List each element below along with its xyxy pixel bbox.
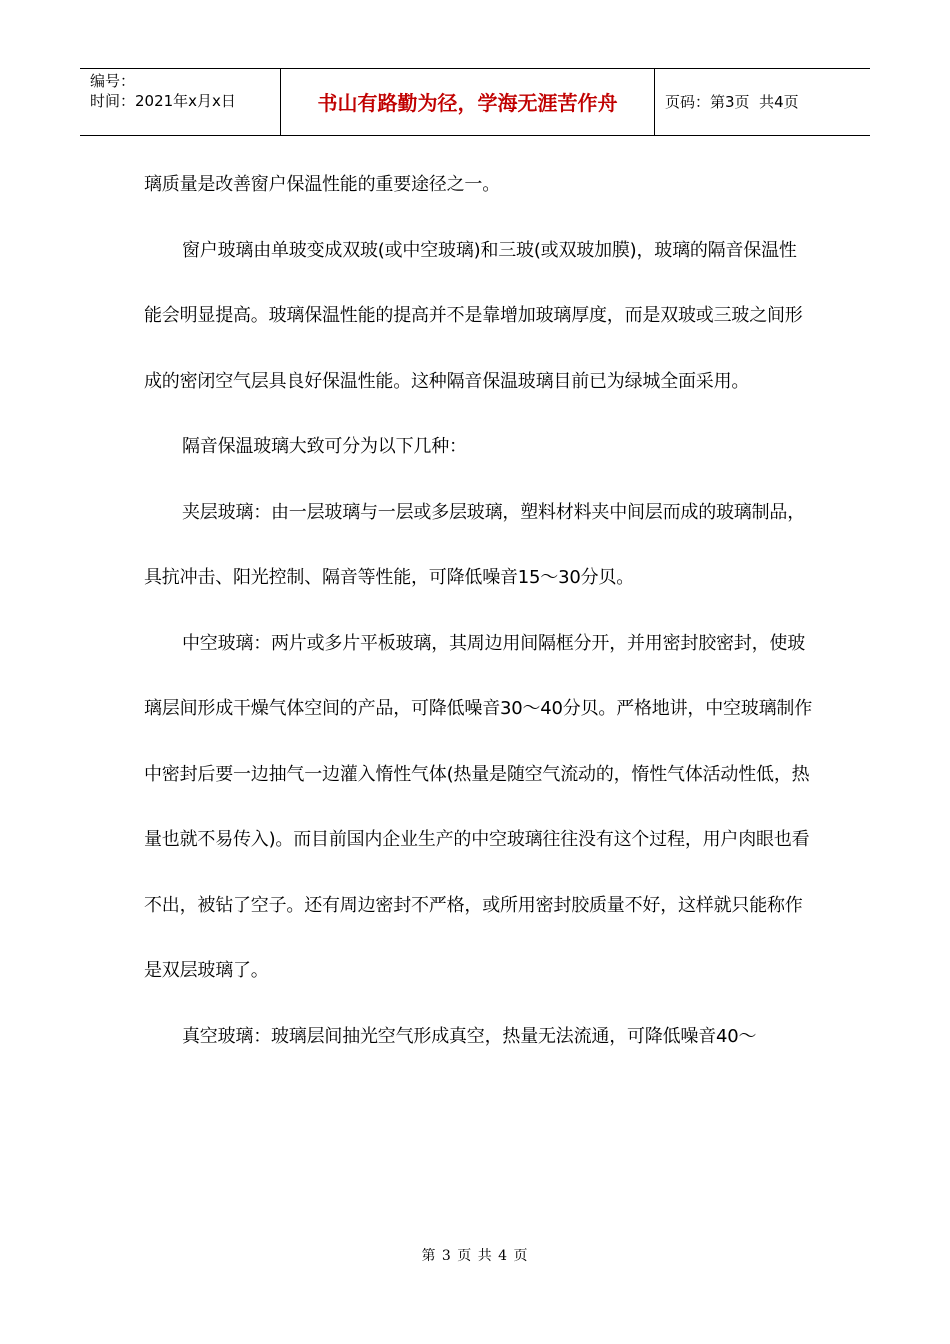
header-page-info: 页码：第3页 共4页 [665,93,799,111]
page-footer: 第 3 页 共 4 页 [421,1248,529,1264]
paragraph: 真空玻璃：玻璃层间抽光空气形成真空，热量无法流通，可降低噪音40～ [182,1025,757,1047]
paragraph: 中空玻璃：两片或多片平板玻璃，其周边用间隔框分开，并用密封胶密封，使玻璃层间形成干燥气体空间的产品，可降低噪音30～40分贝。严格地讲，中空玻璃制作中密封后要一边抽气一边灌入惰性气体(热量是随空气流动的，惰性气体活动性低，热量也就不易传入)。而目前国内企业生产的中空玻璃往往没有这个过程，用户肉眼也看不出，被钻了空子。还有周边密封不严格，或所用密封胶质量不好，这样就只能称作是双层玻璃了。 [144,632,813,981]
header-divider [654,69,655,135]
paragraph: 夹层玻璃：由一层玻璃与一层或多层玻璃，塑料材料夹中间层而成的玻璃制品，具抗冲击、阳光控制、隔音等性能，可降低噪音15～30分贝。 [144,501,805,588]
document-date: 时间：2021年x月x日 [90,92,236,110]
page-header [80,68,870,136]
paragraph: 窗户玻璃由单玻变成双玻(或中空玻璃)和三玻(或双玻加膜)，玻璃的隔音保温性能会明显提高。玻璃保温性能的提高并不是靠增加玻璃厚度，而是双玻或三玻之间形成的密闭空气层具良好保温性能。这种隔音保温玻璃目前已为绿城全面采用。 [144,239,803,392]
header-meta [90,71,280,111]
document-number-label: 编号： [90,72,136,90]
header-motto: 书山有路勤为径，学海无涯苦作舟 [317,91,618,115]
paragraph-continued: 璃质量是改善窗户保温性能的重要途径之一。 [144,174,500,195]
paragraph: 隔音保温玻璃大致可分为以下几种： [182,436,467,457]
document-body [144,152,814,1069]
